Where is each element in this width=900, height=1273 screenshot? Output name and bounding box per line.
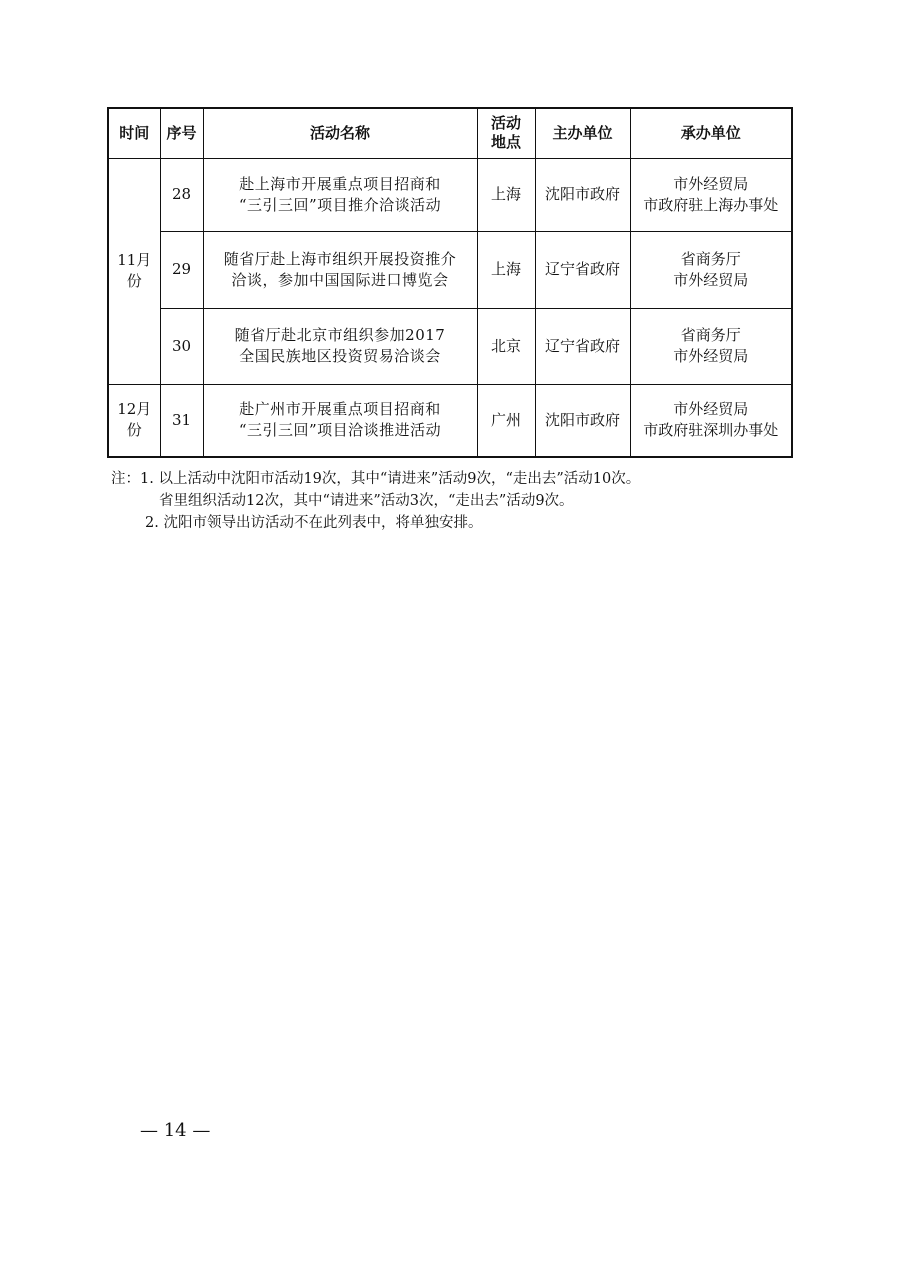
activity-name-line1: 赴上海市开展重点项目招商和 — [239, 174, 441, 193]
undertaker-cell — [630, 308, 792, 384]
undertaker-cell — [630, 158, 792, 231]
time-cell-december — [108, 384, 160, 457]
note-line-1: 注：1. 以上活动中沈阳市活动19次，其中“请进来”活动9次，“走出去”活动10次。 — [111, 471, 641, 487]
header-location-line2: 地点 — [490, 133, 521, 152]
activity-name-line2: “三引三回”项目洽谈推进活动 — [238, 421, 442, 440]
activity-name-line2: 洽谈，参加中国国际进口博览会 — [231, 270, 449, 289]
undertaker-line1: 省商务厅 — [680, 326, 741, 344]
undertaker-line2: 市政府驻深圳办事处 — [643, 421, 779, 440]
activity-name-line2: “三引三回”项目推介洽谈活动 — [238, 195, 442, 214]
activity-name-line1: 赴广州市开展重点项目招商和 — [239, 400, 441, 419]
header-organizer: 主办单位 — [535, 108, 630, 158]
activity-name-cell — [203, 231, 477, 308]
undertaker-line2: 市外经贸局 — [673, 347, 749, 365]
undertaker-cell — [630, 231, 792, 308]
activity-name-line1: 随省厅赴上海市组织开展投资推介 — [223, 249, 457, 268]
activity-name-cell — [203, 384, 477, 457]
organizer-cell: 辽宁省政府 — [535, 231, 630, 308]
notes — [111, 468, 640, 534]
activity-name-cell — [203, 158, 477, 231]
location-cell: 广州 — [477, 384, 535, 457]
undertaker-line2: 市外经贸局 — [673, 270, 749, 289]
seq-cell: 29 — [160, 231, 203, 308]
header-location — [477, 108, 535, 158]
header-undertaker: 承办单位 — [630, 108, 792, 158]
header-time: 时间 — [108, 108, 160, 158]
time-line1: 11月 — [117, 251, 152, 269]
undertaker-cell — [630, 384, 792, 457]
header-row — [108, 108, 792, 158]
organizer-cell: 沈阳市政府 — [535, 384, 630, 457]
table-row — [108, 231, 792, 308]
seq-cell: 31 — [160, 384, 203, 457]
undertaker-line1: 市外经贸局 — [673, 174, 749, 193]
table-row — [108, 158, 792, 231]
seq-cell: 28 — [160, 158, 203, 231]
time-line1: 12月 — [117, 400, 152, 419]
table-row — [108, 308, 792, 384]
note-line-3: 2. 沈阳市领导出访活动不在此列表中，将单独安排。 — [145, 515, 483, 531]
table-row — [108, 384, 792, 457]
page-number: — 14 — — [140, 1120, 211, 1141]
seq-cell: 30 — [160, 308, 203, 384]
header-seq: 序号 — [160, 108, 203, 158]
activity-table — [107, 107, 793, 458]
time-line2: 份 — [126, 272, 142, 290]
undertaker-line1: 省商务厅 — [680, 249, 741, 268]
time-line2: 份 — [126, 421, 142, 440]
organizer-cell: 辽宁省政府 — [535, 308, 630, 384]
header-name: 活动名称 — [203, 108, 477, 158]
time-cell-november — [108, 158, 160, 384]
location-cell: 上海 — [477, 231, 535, 308]
activity-name-line2: 全国民族地区投资贸易洽谈会 — [239, 347, 441, 365]
header-location-line1: 活动 — [490, 114, 521, 133]
location-cell: 上海 — [477, 158, 535, 231]
activity-name-line1: 随省厅赴北京市组织参加2017 — [234, 326, 446, 344]
note-line-2: 省里组织活动12次，其中“请进来”活动3次，“走出去”活动9次。 — [159, 493, 574, 509]
undertaker-line1: 市外经贸局 — [673, 400, 749, 419]
activity-name-cell — [203, 308, 477, 384]
undertaker-line2: 市政府驻上海办事处 — [643, 195, 779, 214]
organizer-cell: 沈阳市政府 — [535, 158, 630, 231]
location-cell: 北京 — [477, 308, 535, 384]
